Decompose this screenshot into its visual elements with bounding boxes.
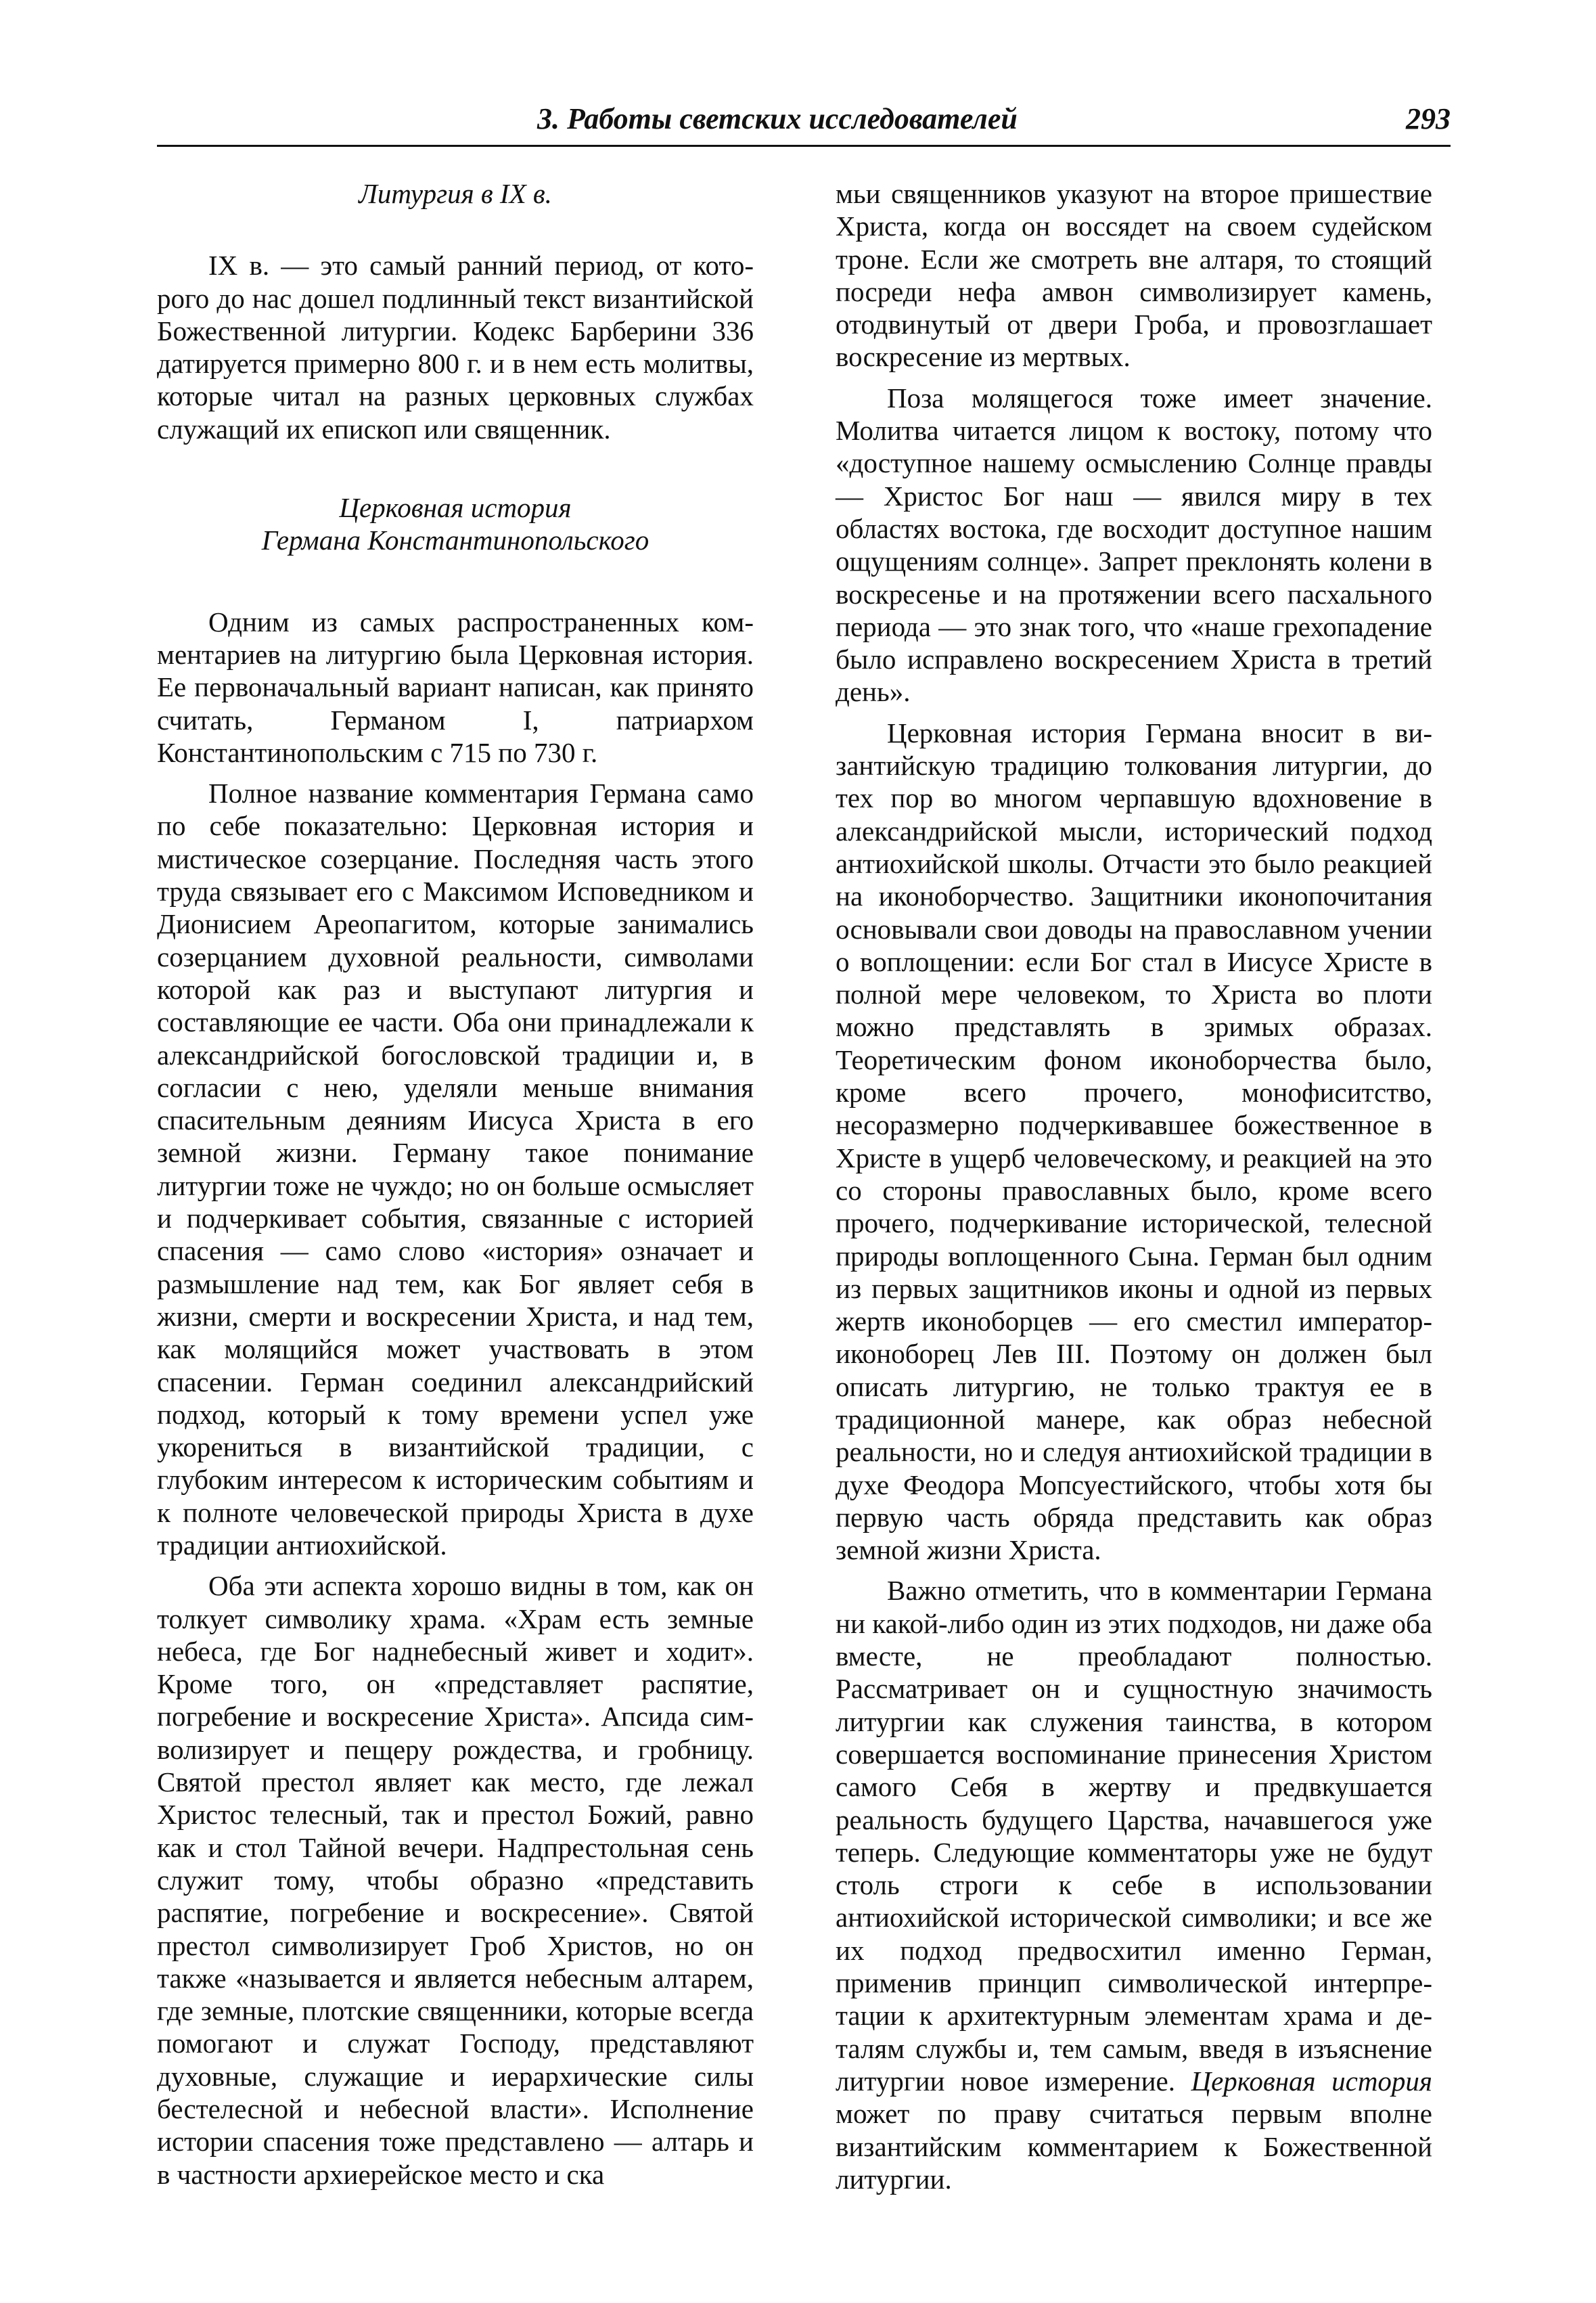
paragraph-text: может по праву считаться первым вполне византийским комментарием к Божественной литургии.	[836, 2098, 1432, 2195]
paragraph: Оба эти аспекта хорошо видны в том, как он толкует символику храма. «Храм есть земные небеса, где Бог наднебесный живет и ходит». Кроме того, он «представляет распятие, погребение и воскресение Христа». Апсида символизирует и пещеру рождества, и гробницу. Святой престол являет как место, где лежал Христос телесный, так и престол Божий, равно как и стол Тайной вечери. Надпрестольная сень служит тому, чтобы образно «представить распятие, погребение и воскресение». Святой престол символизирует Гроб Христов, но он также «называется и является небесным алтарем, где земные, плотские священники, которые всегда помогают и служат Господу, представляют духовные, служащие и иерархические силы бестелесной и небесной власти». Исполнение истории спасения тоже представлено — алтарь и в частности архиерейское место и ска	[157, 1570, 754, 2190]
section-heading-liturgy-9th-century: Литургия в IX в.	[359, 178, 552, 209]
page-header	[157, 102, 1451, 147]
paragraph: Полное название комментария Германа само по себе показательно: Церковная история и мистическое созерцание. Последняя часть этого труда связывает его с Максимом Исповедником и Дионисием Ареопагитом, которые занимались созерцанием духовной реальности, символами которой как раз и выступают литургия и составляющие ее части. Оба они принадлежали к александрийской богословской традиции и, в согласии с нею, уделяли меньше внимания спасительным деяниям Иисуса Христа в его земной жизни. Герману такое понимание литургии тоже не чуждо; но он больше осмысляет и подчеркивает события, связанные с историей спасения — само слово «история» означает и размышление над тем, как Бог являет себя в жизни, смерти и воскресении Христа, и над тем, как молящийся может участвовать в этом спасении. Герман соединил александрийский подход, который к тому времени успел уже укорениться в византийской традиции, с глубоким интересом к историческим событиям и к полноте человеческой природы Христа в духе традиции антиохийской.	[157, 778, 754, 1561]
section-heading-germanus	[157, 491, 754, 557]
paragraph: Одним из самых распространенных комментариев на литургию была Церковная история. Ее первоначальный вариант написан, как принято считать, Германом I, патриархом Константинопольским с 715 по 730 г.	[157, 606, 754, 768]
right-column	[836, 177, 1432, 2204]
paragraph: Поза молящегося тоже имеет значение. Молитва читается лицом к востоку, потому что «доступное нашему осмыслению Солнце правды — Христос Бог наш — явился миру в тех областях востока, где восходит доступное нашим ощущениям солнце». Запрет преклонять колени в воскресенье и на протяжении всего пасхального периода — это знак того, что «наше грехопадение было исправлено воскресением Христа в третий день».	[836, 382, 1432, 708]
left-column	[157, 177, 754, 2199]
paragraph-text: Важно отметить, что в комментарии Германа ни какой-либо один из этих подходов, ни даже оба вместе, не преобладают полностью. Рассматривает он и сущностную значимость литургии как служения таинства, в котором совершается воспоминание принесения Христом самого Себя в жертву и предвкушается реальность будущего Царства, начавшегося уже теперь. Следующие комментаторы уже не будут столь строги к себе в использовании антиохийской исторической символики; и все же их подход предвосхитил именно Герман, применив принцип символической интерпретации к архитектурным элементам храма и деталям службы и, тем самым, введя в изъяснение литургии новое измерение.	[836, 1575, 1432, 2097]
section-heading-line: Церковная история	[339, 492, 572, 524]
page-number: 293	[1406, 102, 1451, 135]
paragraph: мьи священников указуют на второе пришествие Христа, когда он воссядет на своем судейском троне. Если же смотреть вне алтаря, то стоящий посреди нефа амвон символизирует камень, отодвинутый от двери Гроба, и провозглашает воскресение из мертвых.	[836, 178, 1432, 373]
paragraph: IX в. — это самый ранний период, от которого до нас дошел подлинный текст византийской Божественной литургии. Кодекс Барберини 336 датируется примерно 800 г. и в нем есть молитвы, которые читал на разных церковных службах служащий их епископ или священник.	[157, 250, 754, 445]
italic-title: Церковная история	[1191, 2065, 1432, 2097]
running-title: 3. Работы светских исследователей	[537, 102, 1018, 135]
section-heading-line: Германа Константинопольского	[261, 524, 649, 556]
paragraph	[836, 1574, 1432, 2195]
paragraph: Церковная история Германа вносит в византийскую традицию толкования литургии, до тех пор во многом черпавшую вдохновение в александрийской мысли, исторический подход антиохийской школы. Отчасти это было реакцией на иконоборчество. Защитники иконопочитания основывали свои доводы на православном учении о воплощении: если Бог стал в Иисусе Христе в полной мере человеком, то Христа во плоти можно представлять в зримых образах. Теоретическим фоном иконоборчества было, кроме всего прочего, монофиситство, несоразмерно подчеркивавшее божественное в Христе в ущерб человеческому, и реакцией на это со стороны православных было, кроме всего прочего, подчеркивание исторической, телесной природы воплощенного Сына. Герман был одним из первых защитников иконы и одной из первых жертв иконоборцев — его сместил император-иконоборец Лев III. Поэтому он должен был описать литургию, не только трактуя ее в традиционной манере, как образ небесной реальности, но и следуя антиохийской традиции в духе Феодора Мопсуестийского, чтобы хотя бы первую часть обряда представить как образ земной жизни Христа.	[836, 717, 1432, 1566]
